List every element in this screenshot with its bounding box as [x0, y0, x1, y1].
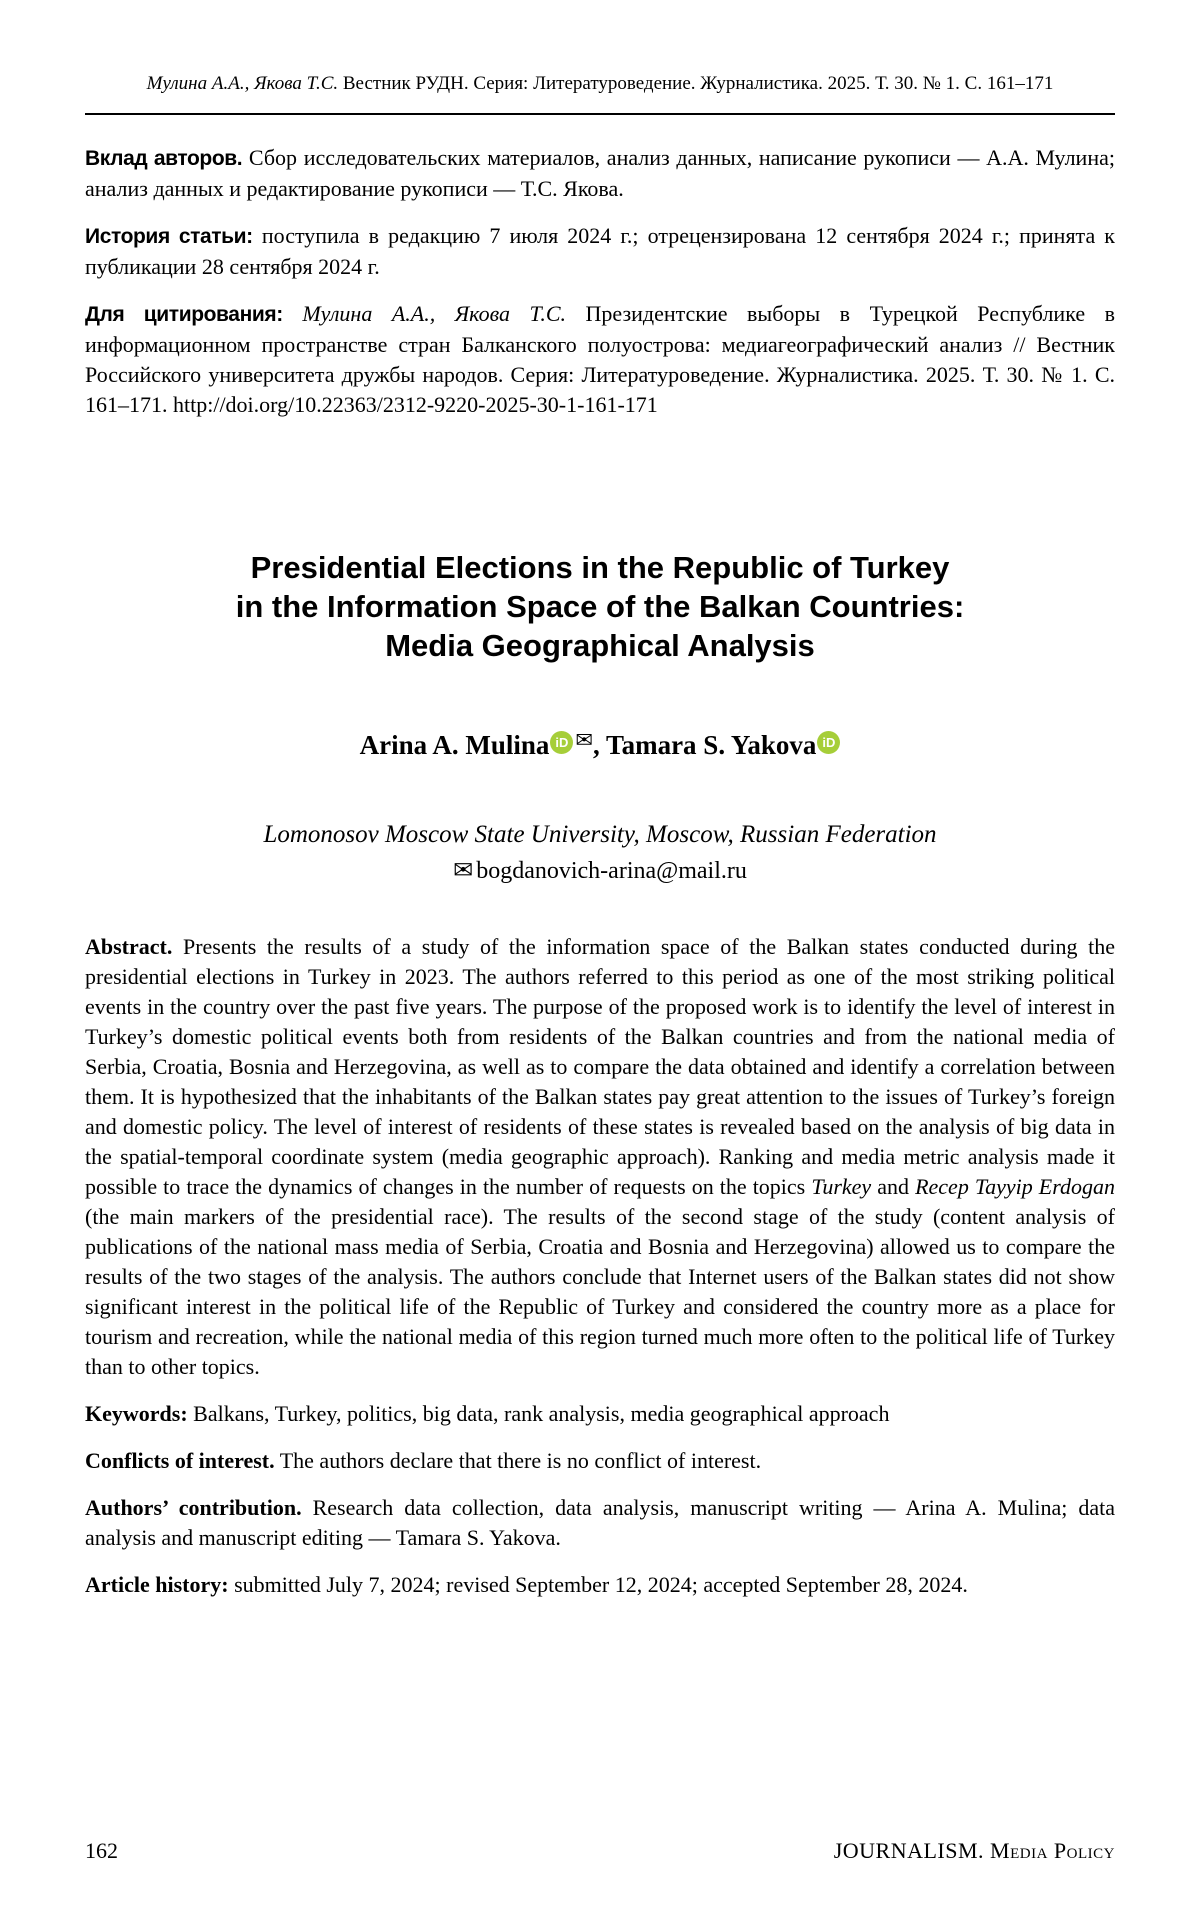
history-en-text: submitted July 7, 2024; revised September 12, 2024; accepted September 28, 2024. [228, 1571, 968, 1597]
history-en-paragraph [85, 1570, 1115, 1600]
page-number: 162 [85, 1838, 118, 1863]
contribution-ru-text: Сбор исследовательских материалов, анализ данных, написание рукописи — А.А. Мулина; анализ данных и редактирование рукописи — Т.С. Якова. [85, 144, 1115, 201]
footer-subsection-label: Media Policy [990, 1838, 1115, 1863]
article-title [85, 548, 1115, 665]
contribution-en-text: Research data collection, data analysis, manuscript writing — Arina A. Mulina; data analysis and manuscript editing — Tamara S. Yakova. [85, 1494, 1115, 1550]
history-en-label: Article history: [85, 1571, 229, 1597]
orcid-icon[interactable]: iD [817, 731, 840, 754]
article-title-line-2: in the Information Space of the Balkan Countries: [235, 588, 965, 624]
author-yakova: , Tamara S. Yakova [593, 729, 817, 760]
running-head [85, 72, 1115, 97]
contribution-en-paragraph [85, 1493, 1115, 1553]
citation-ru-paragraph [85, 299, 1115, 420]
keywords-paragraph [85, 1399, 1115, 1429]
conflicts-text: The authors declare that there is no conflict of interest. [274, 1447, 762, 1473]
email-line [85, 856, 1115, 886]
abstract-label: Abstract. [85, 933, 173, 959]
footer-section-label: JOURNALISM. [833, 1838, 985, 1863]
citation-ru-text: Президентские выборы в Турецкой Республике в информационном пространстве стран Балканского полуострова: медиагеографический анализ // Вестник Российского университета дружбы народов. Серия: Литературоведение. Журналистика. 2025. Т. 30. № 1. С. 161–171. [85, 300, 1115, 417]
author-mulina: Arina A. Mulina [359, 729, 550, 760]
keywords-text: Balkans, Turkey, politics, big data, rank analysis, media geographical approach [187, 1400, 890, 1426]
abstract-text-1: Presents the results of a study of the information space of the Balkan states conducted during the presidential elections in Turkey in 2023. The authors referred to this period as one of the most striking political events in the country over the past five years. The purpose of the proposed work is to identify the level of interest in Turkey’s domestic political events both from residents of the Balkan countries and from the national media of Serbia, Croatia, Bosnia and Herzegovina, as well as to compare the data obtained and identify a correlation between them. It is hypothesized that the inhabitants of the Balkan states pay great attention to the issues of Turkey’s foreign and domestic policy. The level of interest of residents of these states is revealed based on the analysis of big data in the spatial-temporal coordinate system (media geographic approach). Ranking and media metric analysis made it possible to trace the dynamics of changes in the number of requests on the topics [85, 933, 1115, 1199]
abstract-paragraph [85, 932, 1115, 1382]
orcid-icon[interactable]: iD [550, 731, 573, 754]
article-title-line-3: Media Geographical Analysis [385, 627, 815, 663]
history-ru-text: поступила в редакцию 7 июля 2024 г.; отрецензирована 12 сентября 2024 г.; принята к публикации 28 сентября 2024 г. [85, 222, 1115, 279]
citation-ru-label: Для цитирования: [85, 302, 283, 326]
journal-section-footer [834, 1838, 1115, 1864]
header-rule [85, 113, 1115, 115]
history-ru-label: История статьи: [85, 224, 253, 248]
corresponding-author-envelope-icon: ✉ [575, 727, 594, 752]
abstract-text-2: and [871, 1173, 916, 1199]
abstract-text-3: (the main markers of the presidential race). The results of the second stage of the study (content analysis of publications of the national mass media of Serbia, Croatia and Bosnia and Herzegovina) allowed us to compare the results of the two stages of the analysis. The authors conclude that Internet users of the Balkan states did not show significant interest in the political life of the Republic of Turkey and considered the country more as a place for tourism and recreation, while the national media of this region turned much more often to the political life of Turkey than to other topics. [85, 1203, 1115, 1379]
envelope-icon: ✉ [453, 857, 474, 884]
running-head-citation: Вестник РУДН. Серия: Литературоведение. Журналистика. 2025. Т. 30. № 1. С. 161–171 [338, 73, 1054, 94]
page-footer [85, 1838, 1115, 1864]
running-head-authors: Мулина А.А., Якова Т.С. [146, 73, 339, 94]
keywords-label: Keywords: [85, 1400, 188, 1426]
contribution-ru-paragraph [85, 143, 1115, 204]
abstract-italic-erdogan: Recep Tayyip Erdogan [915, 1173, 1115, 1199]
affiliation: Lomonosov Moscow State University, Moscow, Russian Federation [263, 820, 937, 848]
contribution-ru-label: Вклад авторов. [85, 146, 243, 170]
history-ru-paragraph [85, 221, 1115, 282]
contribution-en-label: Authors’ contribution. [85, 1494, 302, 1520]
conflicts-paragraph [85, 1446, 1115, 1476]
abstract-italic-turkey: Turkey [811, 1173, 872, 1199]
email-address[interactable]: bogdanovich-arina@mail.ru [476, 857, 747, 884]
authors-line [85, 723, 1115, 762]
citation-ru-authors: Мулина А.А., Якова Т.С. [282, 300, 567, 326]
conflicts-label: Conflicts of interest. [85, 1447, 275, 1473]
doi-link[interactable]: http://doi.org/10.22363/2312-9220-2025-30-1-161-171 [173, 391, 658, 417]
article-title-line-1: Presidential Elections in the Republic of Turkey [250, 549, 950, 585]
